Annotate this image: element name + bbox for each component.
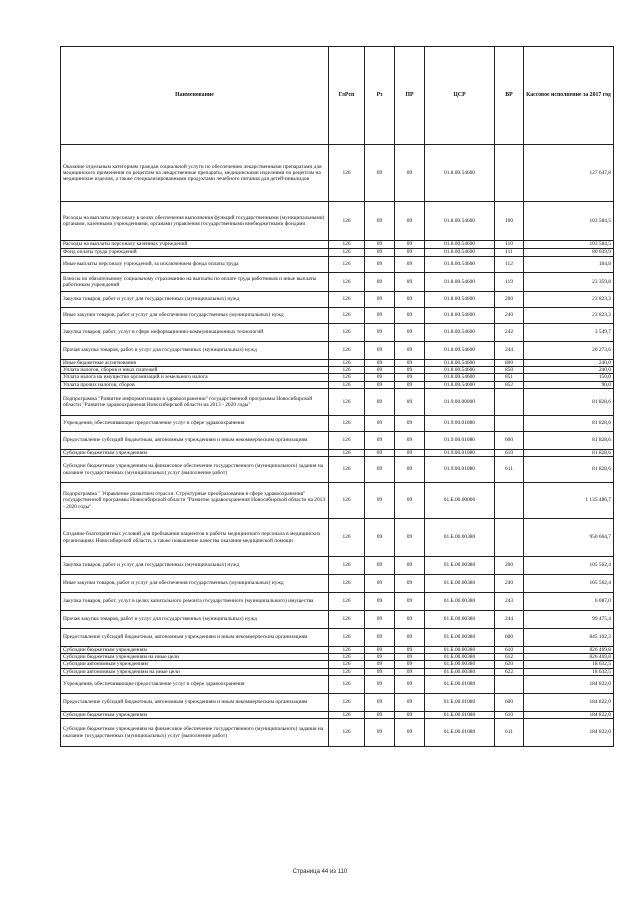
table-row	[61, 449, 614, 456]
cell-pr: 09	[395, 145, 425, 202]
cell-amount: 105 562,4	[524, 575, 614, 593]
table-row	[61, 308, 614, 324]
cell-grs: 126	[329, 654, 365, 661]
cell-vr: 610	[495, 449, 524, 456]
cell-grs: 126	[329, 668, 365, 675]
cell-grs: 126	[329, 415, 365, 431]
cell-amount: 826 469,8	[524, 647, 614, 654]
cell-vr: 111	[495, 249, 524, 257]
cell-name: Предоставление субсидий бюджетным, автономным учреждениям и иным некоммерческим организациям	[61, 693, 329, 711]
cell-vr: 610	[495, 711, 524, 718]
cell-vr: 620	[495, 661, 524, 668]
cell-csr: 01.Б.00.00380	[425, 575, 495, 593]
cell-pr: 09	[395, 611, 425, 629]
cell-vr: 242	[495, 324, 524, 342]
cell-vr: 852	[495, 381, 524, 388]
cell-grs: 126	[329, 575, 365, 593]
cell-pr: 09	[395, 431, 425, 449]
cell-pr: 09	[395, 249, 425, 257]
table-row	[61, 241, 614, 249]
table-row	[61, 367, 614, 374]
table-row	[61, 647, 614, 654]
cell-vr: 119	[495, 273, 524, 292]
cell-amount: 826 469,8	[524, 654, 614, 661]
table-row	[61, 693, 614, 711]
cell-csr: 01.Б.00.00380	[425, 647, 495, 654]
cell-amount: 6 087,0	[524, 593, 614, 611]
cell-grs: 126	[329, 693, 365, 711]
table-row	[61, 388, 614, 415]
cell-amount: 150,0	[524, 374, 614, 381]
cell-vr: 244	[495, 611, 524, 629]
cell-vr: 600	[495, 431, 524, 449]
cell-rz: 09	[365, 249, 395, 257]
cell-csr: 01.Б.00.00380	[425, 654, 495, 661]
cell-vr	[495, 519, 524, 557]
table-row	[61, 360, 614, 367]
cell-grs: 126	[329, 629, 365, 647]
cell-vr: 850	[495, 367, 524, 374]
table-row	[61, 292, 614, 308]
page-number: Страница 44 из 110	[292, 869, 348, 875]
cell-name: Создание благоприятных условий для пребывания пациентов и работы медицинского персонала в медицинских организациях Новосибирской области, а также повышение качества оказания медицинской помощи	[61, 519, 329, 557]
cell-vr: 240	[495, 575, 524, 593]
table-row	[61, 629, 614, 647]
cell-rz: 09	[365, 324, 395, 342]
cell-vr: 611	[495, 719, 524, 747]
cell-csr: 01.8.00.54600	[425, 342, 495, 360]
cell-name: Прочая закупка товаров, работ и услуг для государственных (муниципальных) нужд	[61, 342, 329, 360]
cell-pr: 09	[395, 308, 425, 324]
cell-vr: 600	[495, 629, 524, 647]
cell-pr: 09	[395, 661, 425, 668]
cell-vr: 600	[495, 693, 524, 711]
cell-name: Прочая закупка товаров, работ и услуг для государственных (муниципальных) нужд	[61, 611, 329, 629]
cell-grs: 126	[329, 675, 365, 693]
cell-grs: 126	[329, 449, 365, 456]
cell-vr: 800	[495, 360, 524, 367]
cell-pr: 09	[395, 292, 425, 308]
cell-amount: 90,0	[524, 381, 614, 388]
cell-csr: 01.Б.00.01080	[425, 711, 495, 718]
table-row	[61, 557, 614, 575]
cell-pr: 09	[395, 647, 425, 654]
cell-amount: 103 584,5	[524, 202, 614, 241]
cell-csr: 01.Б.00.00000	[425, 483, 495, 519]
cell-csr: 01.9.00.00000	[425, 388, 495, 415]
cell-grs: 126	[329, 374, 365, 381]
cell-amount: 127 647,8	[524, 145, 614, 202]
cell-grs: 126	[329, 367, 365, 374]
cell-name: Закупка товаров, работ и услуг для государственных (муниципальных) нужд	[61, 292, 329, 308]
cell-pr: 09	[395, 241, 425, 249]
cell-pr: 09	[395, 593, 425, 611]
cell-csr: 01.Б.00.00380	[425, 611, 495, 629]
cell-rz: 09	[365, 575, 395, 593]
cell-pr: 09	[395, 202, 425, 241]
cell-grs: 126	[329, 324, 365, 342]
cell-name: Уплата прочих налогов, сборов	[61, 381, 329, 388]
cell-rz: 09	[365, 342, 395, 360]
cell-pr: 09	[395, 575, 425, 593]
cell-grs: 126	[329, 342, 365, 360]
cell-amount: 105 562,4	[524, 557, 614, 575]
table-row	[61, 711, 614, 718]
table-row	[61, 273, 614, 292]
col-header-name: Наименование	[61, 47, 329, 145]
cell-vr	[495, 145, 524, 202]
cell-amount: 80 039,9	[524, 249, 614, 257]
cell-amount: 240,0	[524, 360, 614, 367]
cell-vr: 110	[495, 241, 524, 249]
cell-rz: 09	[365, 145, 395, 202]
table-row	[61, 202, 614, 241]
cell-rz: 09	[365, 668, 395, 675]
cell-pr: 09	[395, 342, 425, 360]
cell-amount: 184,8	[524, 257, 614, 273]
cell-grs: 126	[329, 483, 365, 519]
cell-vr: 200	[495, 557, 524, 575]
cell-name: Иные выплаты персоналу учреждений, за исключением фонда оплаты труда	[61, 257, 329, 273]
cell-name: Оказание отдельным категориям граждан социальной услуги по обеспечению лекарственными препаратами для медицинского применения по рецептам на лекарственные препараты, медицинскими изделиями по рецептам на медицинские изделия, а также специализированными продуктами лечебного питания для детей-инвалидов	[61, 145, 329, 202]
table-row	[61, 661, 614, 668]
cell-csr: 01.Б.00.00380	[425, 519, 495, 557]
cell-amount: 23 823,3	[524, 292, 614, 308]
cell-rz: 09	[365, 457, 395, 483]
cell-csr: 01.8.00.54600	[425, 292, 495, 308]
cell-csr: 01.8.00.54600	[425, 273, 495, 292]
cell-grs: 126	[329, 557, 365, 575]
cell-grs: 126	[329, 249, 365, 257]
table-row	[61, 431, 614, 449]
cell-name: Субсидии автономным учреждениям на иные цели	[61, 668, 329, 675]
cell-vr: 244	[495, 342, 524, 360]
cell-pr: 09	[395, 381, 425, 388]
cell-name: Предоставление субсидий бюджетным, автономным учреждениям и иным некоммерческим организациям	[61, 431, 329, 449]
cell-rz: 09	[365, 629, 395, 647]
cell-amount: 81 828,6	[524, 415, 614, 431]
cell-grs: 126	[329, 381, 365, 388]
cell-name: Субсидии бюджетным учреждениям на иные цели	[61, 654, 329, 661]
cell-rz: 09	[365, 719, 395, 747]
cell-vr: 200	[495, 292, 524, 308]
cell-grs: 126	[329, 593, 365, 611]
cell-csr: 01.Б.00.00380	[425, 557, 495, 575]
table-row	[61, 654, 614, 661]
cell-grs: 126	[329, 519, 365, 557]
cell-csr: 01.9.00.01080	[425, 457, 495, 483]
cell-csr: 01.Б.00.00380	[425, 629, 495, 647]
table-row	[61, 415, 614, 431]
table-body	[61, 145, 614, 747]
cell-pr: 09	[395, 483, 425, 519]
cell-csr: 01.Б.00.01080	[425, 693, 495, 711]
cell-pr: 09	[395, 557, 425, 575]
cell-rz: 09	[365, 661, 395, 668]
cell-name: Субсидии бюджетным учреждениям	[61, 711, 329, 718]
cell-name: Предоставление субсидий бюджетным, автономным учреждениям и иным некоммерческим организациям	[61, 629, 329, 647]
cell-amount: 184 822,0	[524, 711, 614, 718]
cell-csr: 01.9.00.01080	[425, 415, 495, 431]
cell-csr: 01.Б.00.00380	[425, 668, 495, 675]
cell-grs: 126	[329, 202, 365, 241]
cell-vr: 243	[495, 593, 524, 611]
cell-pr: 09	[395, 711, 425, 718]
cell-csr: 01.9.00.01080	[425, 449, 495, 456]
cell-vr	[495, 483, 524, 519]
cell-pr: 09	[395, 719, 425, 747]
cell-name: Иные бюджетные ассигнования	[61, 360, 329, 367]
table-row	[61, 668, 614, 675]
cell-rz: 09	[365, 654, 395, 661]
header-row	[61, 47, 614, 145]
cell-grs: 126	[329, 241, 365, 249]
table-row	[61, 457, 614, 483]
cell-grs: 126	[329, 611, 365, 629]
table-row	[61, 593, 614, 611]
col-header-pr: ПР	[395, 47, 425, 145]
cell-grs: 126	[329, 308, 365, 324]
cell-rz: 09	[365, 292, 395, 308]
cell-rz: 09	[365, 202, 395, 241]
table-row	[61, 611, 614, 629]
cell-rz: 09	[365, 381, 395, 388]
cell-rz: 09	[365, 415, 395, 431]
cell-pr: 09	[395, 675, 425, 693]
cell-name: Субсидии бюджетным учреждениям	[61, 647, 329, 654]
col-header-csr: ЦСР	[425, 47, 495, 145]
cell-grs: 126	[329, 292, 365, 308]
cell-pr: 09	[395, 374, 425, 381]
cell-rz: 09	[365, 593, 395, 611]
cell-name: Субсидии автономным учреждениям	[61, 661, 329, 668]
table-row	[61, 249, 614, 257]
cell-rz: 09	[365, 519, 395, 557]
table-row	[61, 575, 614, 593]
cell-amount: 23 823,3	[524, 308, 614, 324]
cell-amount: 950 664,7	[524, 519, 614, 557]
cell-csr: 01.8.00.54600	[425, 367, 495, 374]
cell-amount: 184 822,0	[524, 693, 614, 711]
cell-pr: 09	[395, 629, 425, 647]
cell-name: Подпрограмма " Управление развитием отрасли. Структурные преобразования в сфере здравоохранения" государственной программы Новосибирской области "Развитие здравоохранения Новосибирской области на 2013 - 2020 годы"	[61, 483, 329, 519]
cell-csr: 01.8.00.54600	[425, 145, 495, 202]
cell-csr: 01.8.00.54600	[425, 241, 495, 249]
cell-vr: 112	[495, 257, 524, 273]
table-row	[61, 483, 614, 519]
cell-csr: 01.Б.00.01080	[425, 675, 495, 693]
cell-pr: 09	[395, 457, 425, 483]
cell-amount: 81 828,6	[524, 388, 614, 415]
cell-rz: 09	[365, 388, 395, 415]
cell-vr	[495, 388, 524, 415]
cell-name: Учреждения, обеспечивающие предоставление услуг в сфере здравоохранения	[61, 675, 329, 693]
cell-pr: 09	[395, 360, 425, 367]
col-header-amount: Кассовое исполнение за 2017 год	[524, 47, 614, 145]
cell-amount: 103 584,5	[524, 241, 614, 249]
cell-grs: 126	[329, 719, 365, 747]
cell-grs: 126	[329, 388, 365, 415]
cell-name: Субсидии бюджетным учреждениям на финансовое обеспечение государственного (муниципального) задания на оказание государственных (муниципальных) услуг (выполнение работ)	[61, 457, 329, 483]
cell-vr: 622	[495, 668, 524, 675]
cell-amount: 81 828,6	[524, 449, 614, 456]
cell-vr: 610	[495, 647, 524, 654]
cell-name: Субсидии бюджетным учреждениям на финансовое обеспечение государственного (муниципального) задания на оказание государственных (муниципальных) услуг (выполнение работ)	[61, 719, 329, 747]
cell-rz: 09	[365, 367, 395, 374]
cell-pr: 09	[395, 388, 425, 415]
table-row	[61, 324, 614, 342]
cell-pr: 09	[395, 449, 425, 456]
cell-name: Учреждения, обеспечивающие предоставление услуг в сфере здравоохранения	[61, 415, 329, 431]
cell-csr: 01.8.00.54600	[425, 360, 495, 367]
cell-name: Фонд оплаты труда учреждений	[61, 249, 329, 257]
cell-rz: 09	[365, 483, 395, 519]
cell-rz: 09	[365, 374, 395, 381]
cell-csr: 01.8.00.54600	[425, 202, 495, 241]
table-row	[61, 145, 614, 202]
cell-pr: 09	[395, 257, 425, 273]
cell-rz: 09	[365, 308, 395, 324]
cell-vr	[495, 675, 524, 693]
table-row	[61, 374, 614, 381]
cell-name: Закупка товаров, работ, услуг в целях капитального ремонта государственного (муниципального) имущества	[61, 593, 329, 611]
cell-rz: 09	[365, 693, 395, 711]
cell-csr: 01.8.00.54600	[425, 257, 495, 273]
cell-amount: 81 828,6	[524, 431, 614, 449]
cell-amount: 184 822,0	[524, 675, 614, 693]
cell-csr: 01.8.00.54600	[425, 249, 495, 257]
cell-csr: 01.8.00.54600	[425, 324, 495, 342]
cell-csr: 01.Б.00.01080	[425, 719, 495, 747]
cell-pr: 09	[395, 324, 425, 342]
cell-grs: 126	[329, 431, 365, 449]
cell-pr: 09	[395, 654, 425, 661]
cell-csr: 01.8.00.54600	[425, 374, 495, 381]
cell-name: Расходы на выплаты персоналу казенных учреждений	[61, 241, 329, 249]
cell-name: Подпрограмма "Развитие информатизации в здравоохранении" государственной программы Новосибирской области "Развитие здравоохранения Новосибирской области на 2013 - 2020 годы"	[61, 388, 329, 415]
cell-vr: 612	[495, 654, 524, 661]
cell-pr: 09	[395, 415, 425, 431]
cell-grs: 126	[329, 711, 365, 718]
cell-amount: 99 475,4	[524, 611, 614, 629]
cell-amount: 240,0	[524, 367, 614, 374]
cell-csr: 01.8.00.54600	[425, 308, 495, 324]
cell-pr: 09	[395, 273, 425, 292]
table-row	[61, 519, 614, 557]
cell-grs: 126	[329, 273, 365, 292]
cell-grs: 126	[329, 457, 365, 483]
cell-grs: 126	[329, 661, 365, 668]
table-row	[61, 381, 614, 388]
table-row	[61, 342, 614, 360]
cell-rz: 09	[365, 360, 395, 367]
cell-amount: 3 549,7	[524, 324, 614, 342]
cell-rz: 09	[365, 241, 395, 249]
cell-pr: 09	[395, 668, 425, 675]
cell-vr: 240	[495, 308, 524, 324]
cell-grs: 126	[329, 360, 365, 367]
cell-name: Уплата налога на имущество организаций и земельного налога	[61, 374, 329, 381]
table-row	[61, 675, 614, 693]
table-row	[61, 257, 614, 273]
budget-table	[60, 46, 614, 747]
col-header-grs: ГлРсп	[329, 47, 365, 145]
cell-rz: 09	[365, 557, 395, 575]
cell-name: Закупка товаров, работ и услуг для государственных (муниципальных) нужд	[61, 557, 329, 575]
cell-rz: 09	[365, 449, 395, 456]
cell-pr: 09	[395, 693, 425, 711]
cell-name: Уплата налогов, сборов и иных платежей	[61, 367, 329, 374]
cell-vr: 851	[495, 374, 524, 381]
cell-amount: 845 102,3	[524, 629, 614, 647]
cell-amount: 184 822,0	[524, 719, 614, 747]
cell-amount: 18 632,5	[524, 661, 614, 668]
cell-vr: 611	[495, 457, 524, 483]
cell-csr: 01.Б.00.00380	[425, 593, 495, 611]
cell-csr: 01.Б.00.00380	[425, 661, 495, 668]
cell-rz: 09	[365, 273, 395, 292]
cell-amount: 1 135 486,7	[524, 483, 614, 519]
cell-rz: 09	[365, 711, 395, 718]
cell-amount: 18 632,5	[524, 668, 614, 675]
cell-rz: 09	[365, 647, 395, 654]
cell-name: Закупка товаров, работ, услуг в сфере информационно-коммуникационных технологий	[61, 324, 329, 342]
cell-vr	[495, 415, 524, 431]
cell-pr: 09	[395, 519, 425, 557]
cell-name: Иные закупки товаров, работ и услуг для обеспечения государственных (муниципальных) нужд	[61, 308, 329, 324]
cell-csr: 01.9.00.01080	[425, 431, 495, 449]
cell-csr: 01.8.00.54600	[425, 381, 495, 388]
cell-grs: 126	[329, 647, 365, 654]
cell-name: Субсидии бюджетным учреждениям	[61, 449, 329, 456]
cell-rz: 09	[365, 431, 395, 449]
cell-name: Иные закупки товаров, работ и услуг для обеспечения государственных (муниципальных) нужд	[61, 575, 329, 593]
cell-name: Взносы по обязательному социальному страхованию на выплаты по оплате труда работников и иные выплаты работникам учреждений	[61, 273, 329, 292]
cell-amount: 23 359,8	[524, 273, 614, 292]
cell-grs: 126	[329, 257, 365, 273]
cell-rz: 09	[365, 611, 395, 629]
cell-rz: 09	[365, 675, 395, 693]
cell-grs: 126	[329, 145, 365, 202]
cell-name: Расходы на выплаты персоналу в целях обеспечения выполнения функций государственными (муниципальными) органами, казенными учреждениями, органами управления государственными внебюджетными фондами	[61, 202, 329, 241]
col-header-rz: Рз	[365, 47, 395, 145]
table-row	[61, 719, 614, 747]
col-header-vr: ВР	[495, 47, 524, 145]
cell-rz: 09	[365, 257, 395, 273]
cell-amount: 81 828,6	[524, 457, 614, 483]
cell-vr: 100	[495, 202, 524, 241]
cell-amount: 20 273,6	[524, 342, 614, 360]
cell-pr: 09	[395, 367, 425, 374]
